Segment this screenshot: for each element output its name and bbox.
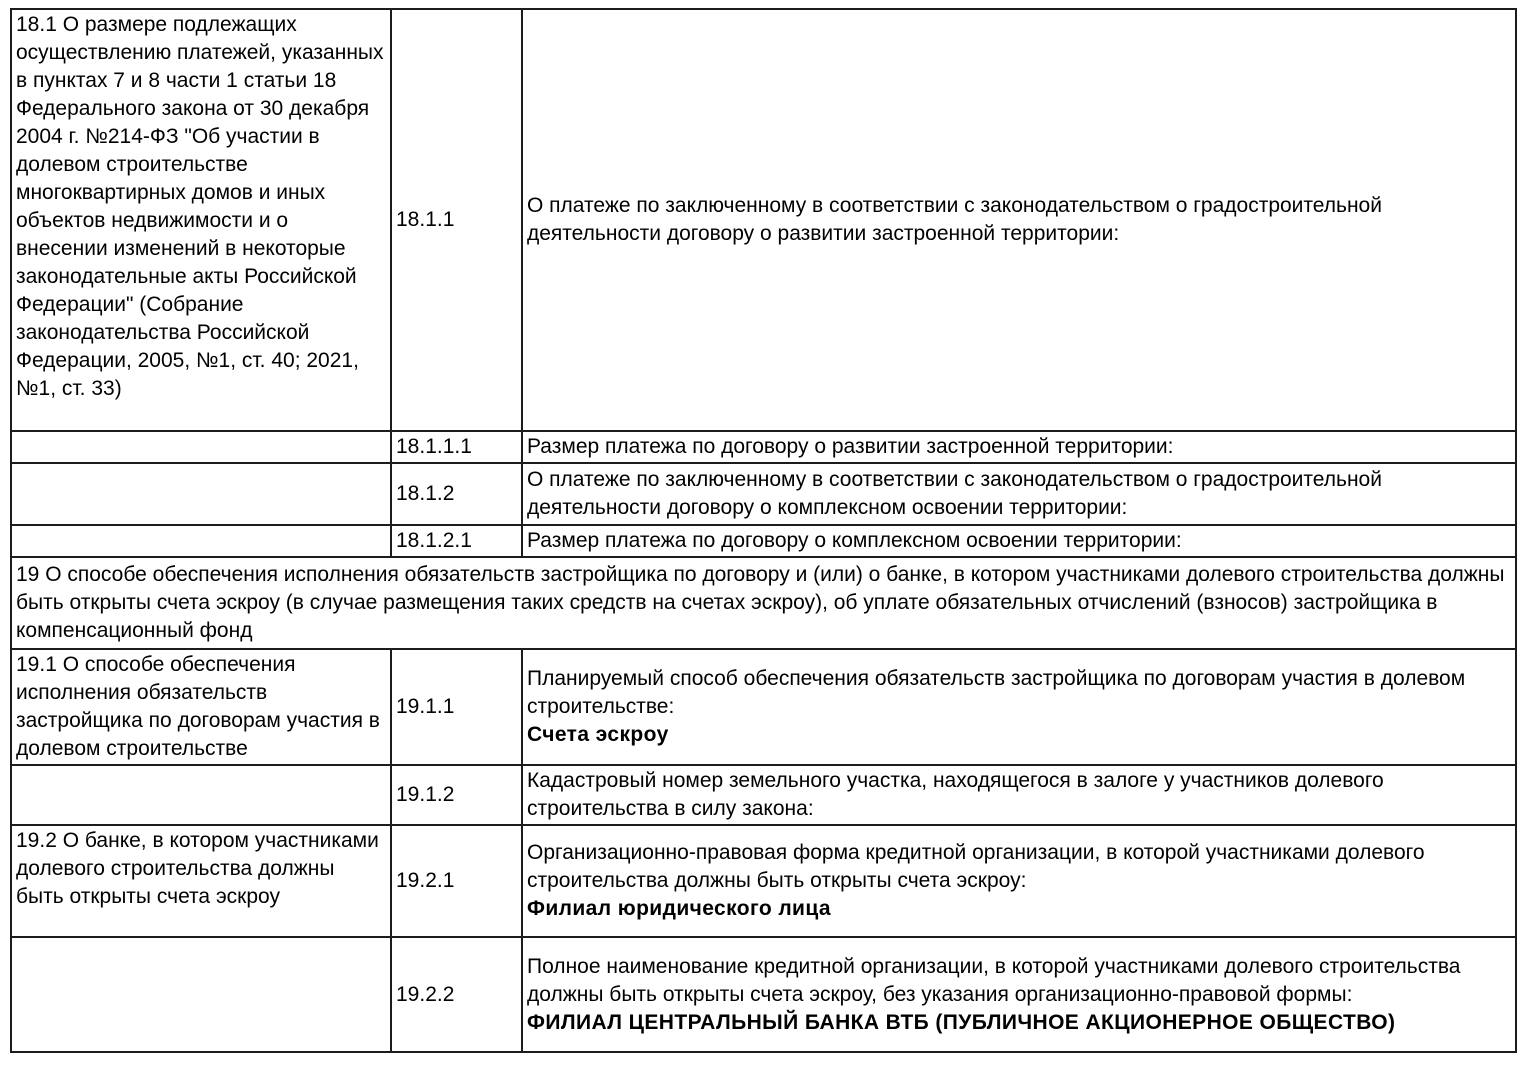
row-content-cell [522, 9, 1516, 431]
row-label: Размер платежа по договору о развитии застроенной территории: [527, 435, 1174, 458]
row-description-cell-empty [11, 463, 391, 525]
row-number-cell: 18.1.1.1 [391, 431, 522, 463]
row-description-cell-empty [11, 525, 391, 557]
row-description-cell-empty [11, 937, 391, 1052]
table-row-18-1-2-1 [11, 525, 1516, 557]
table-row-19-1-1 [11, 649, 1516, 765]
row-description-cell-empty [11, 765, 391, 825]
row-number-cell: 18.1.1 [391, 9, 522, 431]
row-description-cell: 19.1 О способе обеспечения исполнения обязательств застройщика по договорам участия в долевом строительстве [11, 649, 391, 765]
row-content-cell [522, 525, 1516, 557]
row-value: Филиал юридического лица [527, 897, 832, 920]
row-content-cell [522, 431, 1516, 463]
row-value: Счета эскроу [527, 723, 669, 746]
table-row-18-1-1 [11, 9, 1516, 431]
row-label: Планируемый способ обеспечения обязательств застройщика по договорам участия в долевом строительстве: [527, 667, 1466, 718]
row-number-cell: 19.1.2 [391, 765, 522, 825]
row-label: Организационно-правовая форма кредитной организации, в которой участниками долевого строительства должны быть открыты счета эскроу: [527, 841, 1425, 892]
row-content-cell [522, 649, 1516, 765]
table-row-19-2-1 [11, 825, 1516, 937]
row-content-cell [522, 765, 1516, 825]
row-description-cell-empty [11, 431, 391, 463]
row-description-cell: 19.2 О банке, в котором участниками долевого строительства должны быть открыты счета эскроу [11, 825, 391, 937]
declaration-table [10, 8, 1517, 1053]
section-19-header: 19 О способе обеспечения исполнения обязательств застройщика по договору и (или) о банке, в котором участниками долевого строительства должны быть открыты счета эскроу (в случае размещения таких средств на счетах эскроу), об уплате обязательных отчислений (взносов) застройщика в компенсационный фонд [11, 557, 1516, 649]
table-row-18-1-2 [11, 463, 1516, 525]
row-content-cell [522, 937, 1516, 1052]
row-number-cell: 19.2.2 [391, 937, 522, 1052]
table-row-section-19 [11, 557, 1516, 649]
table-row-18-1-1-1 [11, 431, 1516, 463]
row-number-cell: 19.1.1 [391, 649, 522, 765]
row-label: О платеже по заключенному в соответствии с законодательством о градостроительной деятельности договору о комплексном освоении территории: [527, 468, 1382, 519]
row-label: Размер платежа по договору о комплексном освоении территории: [527, 529, 1182, 552]
document-page [10, 8, 1517, 1053]
row-content-cell [522, 463, 1516, 525]
row-label: О платеже по заключенному в соответствии с законодательством о градостроительной деятельности договору о развитии застроенной территории: [527, 194, 1382, 245]
table-row-19-1-2 [11, 765, 1516, 825]
row-label: Полное наименование кредитной организации, в которой участниками долевого строительства должны быть открыты счета эскроу, без указания организационно-правовой формы: [527, 954, 1461, 1006]
row-number-cell: 19.2.1 [391, 825, 522, 937]
row-description-cell: 18.1 О размере подлежащих осуществлению платежей, указанных в пунктах 7 и 8 части 1 статьи 18 Федерального закона от 30 декабря 2004 г. №214-ФЗ "Об участии в долевом строительстве многоквартирных домов и иных объектов недвижимости и о внесении изменений в некоторые законодательные акты Российской Федерации" (Собрание законодательства Российской Федерации, 2005, №1, ст. 40; 2021, №1, ст. 33) [11, 9, 391, 431]
row-label: Кадастровый номер земельного участка, находящегося в залоге у участников долевого строительства в силу закона: [527, 769, 1384, 820]
row-value: ФИЛИАЛ ЦЕНТРАЛЬНЫЙ БАНКА ВТБ (ПУБЛИЧНОЕ АКЦИОНЕРНОЕ ОБЩЕСТВО) [527, 1010, 1396, 1034]
row-content-cell [522, 825, 1516, 937]
row-number-cell: 18.1.2 [391, 463, 522, 525]
table-row-19-2-2 [11, 937, 1516, 1052]
row-number-cell: 18.1.2.1 [391, 525, 522, 557]
